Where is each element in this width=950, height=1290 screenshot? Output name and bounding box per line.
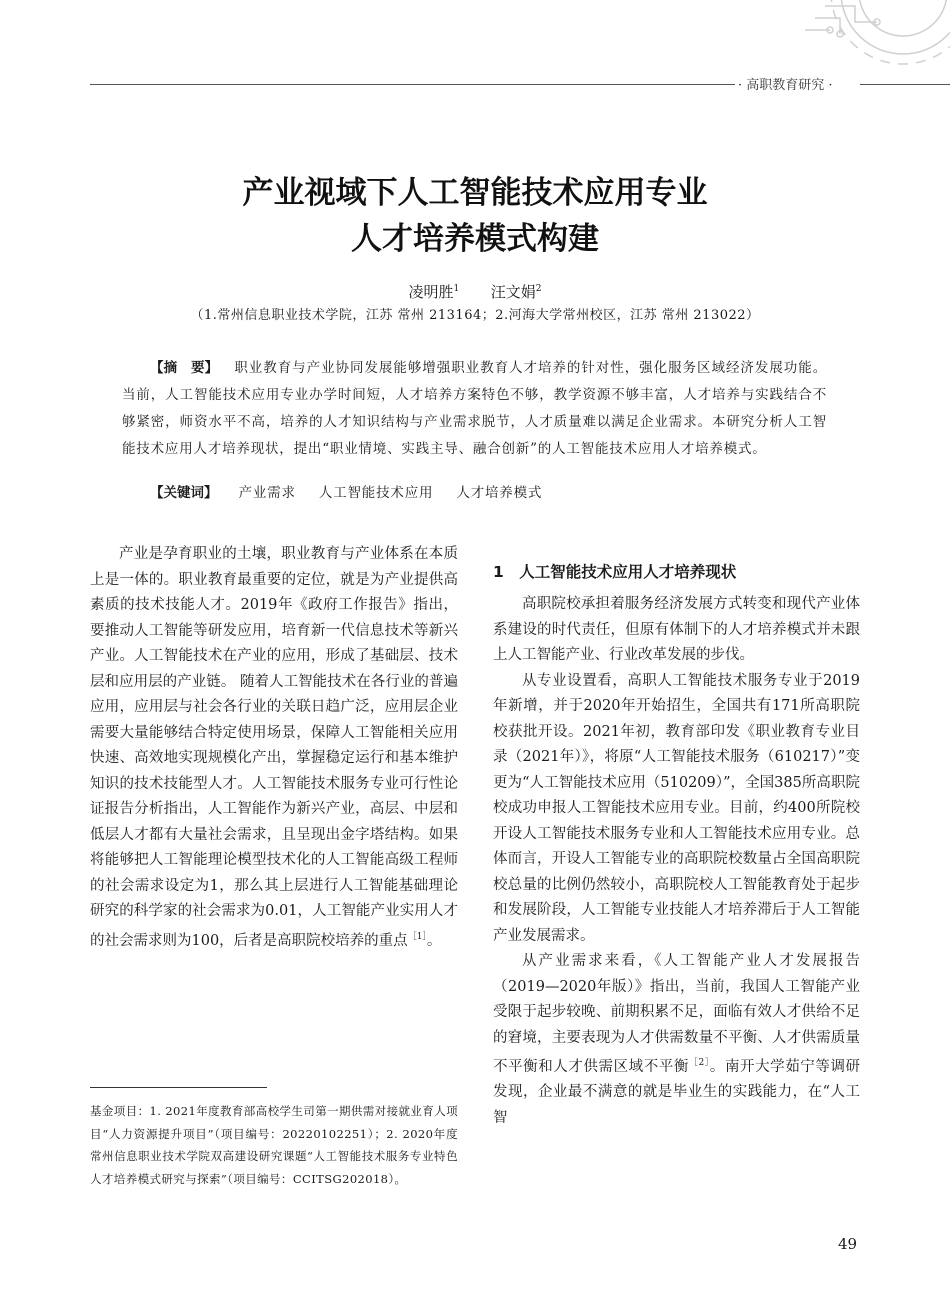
author-1: 凌明胜 [408, 283, 454, 301]
paragraph-end: 。 [426, 932, 442, 949]
footnote: 基金项目：1. 2021年度教育部高校学生司第一期供需对接就业育人项目“人力资源提升项目”（项目编号：20220102251）；2. 2020年度常州信息职业技术学院双高建设研究课题“人工智能技术服务专业特色人才培养模式研究与探索”（项目编号：CCITSG202018）。 [90, 1104, 458, 1186]
page-number: 49 [838, 1235, 858, 1253]
citation-ref: ［1］ [407, 931, 427, 942]
abstract [122, 355, 827, 463]
abstract-text: 职业教育与产业协同发展能够增强职业教育人才培养的针对性，强化服务区域经济发展功能。当前，人工智能技术应用专业办学时间短，人才培养方案特色不够，教学资源不够丰富，人才培养与实践结合不够紧密，师资水平不高，培养的人才知识结构与产业需求脱节，人才质量难以满足企业需求。本研究分析人工智能技术应用人才培养现状，提出“职业情境、实践主导、融合创新”的人工智能技术应用人才培养模式。 [122, 360, 827, 457]
author-2-sup: 2 [535, 284, 542, 294]
body-paragraph [493, 949, 860, 1131]
body-paragraph: 高职院校承担着服务经济发展方式转变和现代产业体系建设的时代责任，但原有体制下的人才培养模式并未跟上人工智能产业、行业改革发展的步伐。 [493, 596, 860, 663]
authors [0, 281, 950, 302]
keyword-item: 人才培养模式 [456, 485, 543, 501]
author-2: 汪文娟 [490, 283, 536, 301]
gear-decoration-icon [785, 0, 950, 80]
right-column [493, 592, 860, 1131]
abstract-label: 【摘 要】 [150, 360, 219, 376]
journal-header: · 高职教育研究 · [738, 78, 833, 93]
title-line-2: 人才培养模式构建 [351, 221, 599, 257]
body-paragraph: 从专业设置看，高职人工智能技术服务专业于2019年新增，并于2020年开始招生，全国共有171所高职院校获批开设。2021年初，教育部印发《职业教育专业目录（2021年）》，将原“人工智能技术服务（610217）”变更为“人工智能技术应用（510209）”，全国385所高职院校成功申报人工智能技术应用专业。目前，约400所院校开设人工智能技术服务专业和人工智能技术应用专业。总体而言，开设人工智能专业的高职院校数量占全国高职院校总量的比例仍然较小，高职院校人工智能教育处于起步和发展阶段，人工智能专业技能人才培养滞后于人工智能产业发展需求。 [493, 672, 860, 944]
affiliation: （1.常州信息职业技术学院，江苏 常州 213164；2.河海大学常州校区，江苏 常州 213022） [190, 308, 760, 323]
footnote-rule [90, 1087, 267, 1088]
page-title [0, 170, 950, 262]
citation-ref: ［2］ [688, 1058, 710, 1068]
paragraph-text: 产业是孕育职业的土壤，职业教育与产业体系在本质上是一体的。职业教育最重要的定位，就是为产业提供高素质的技术技能人才。2019年《政府工作报告》指出，要推动人工智能等研发应用，培育新一代信息技术等新兴产业。人工智能技术在产业的应用，形成了基础层、技术层和应用层的产业链。 随着人工智能技术在各行业的普遍应用，应用层与社会各行业的关联日趋广泛，应用层企业需要大量能够结合特定使用场景，保障人工智能相关应用快速、高效地实现规模化产出，掌握稳定运行和基本维护知识的技术技能型人才。人工智能技术服务专业可行性论证报告分析指出，人工智能作为新兴产业，高层、中层和低层人才都有大量社会需求，且呈现出金字塔结构。如果将能够把人工智能理论模型技术化的人工智能高级工程师的社会需求设定为1，那么其上层进行人工智能基础理论研究的科学家的社会需求为0.01，人工智能产业实用人才的社会需求则为100，后者是高职院校培养的重点 [90, 546, 458, 949]
keywords [150, 480, 830, 507]
author-1-sup: 1 [453, 284, 460, 294]
paragraph-text: 从产业需求来看，《人工智能产业人才发展报告（2019—2020年版）》指出，当前，我国人工智能产业受限于起步较晚、前期积累不足，面临有效人才供给不足的窘境，主要表现为人才供需数量不平衡、人才供需质量不平衡和人才供需区域不平衡 [493, 953, 860, 1075]
header-rule [90, 84, 735, 85]
keyword-item: 人工智能技术应用 [318, 485, 434, 501]
keywords-label: 【关键词】 [150, 485, 218, 501]
title-line-1: 产业视域下人工智能技术应用专业 [242, 175, 708, 211]
keyword-item: 产业需求 [238, 485, 296, 501]
body-paragraph [90, 542, 458, 954]
header-rule-right [860, 84, 950, 85]
left-column [90, 542, 458, 954]
paragraph-text: 。南开大学茹宁等调研发现，企业最不满意的就是毕业生的实践能力，在“人工智 [493, 1058, 861, 1126]
section-heading: 1 人工智能技术应用人才培养现状 [493, 563, 737, 581]
